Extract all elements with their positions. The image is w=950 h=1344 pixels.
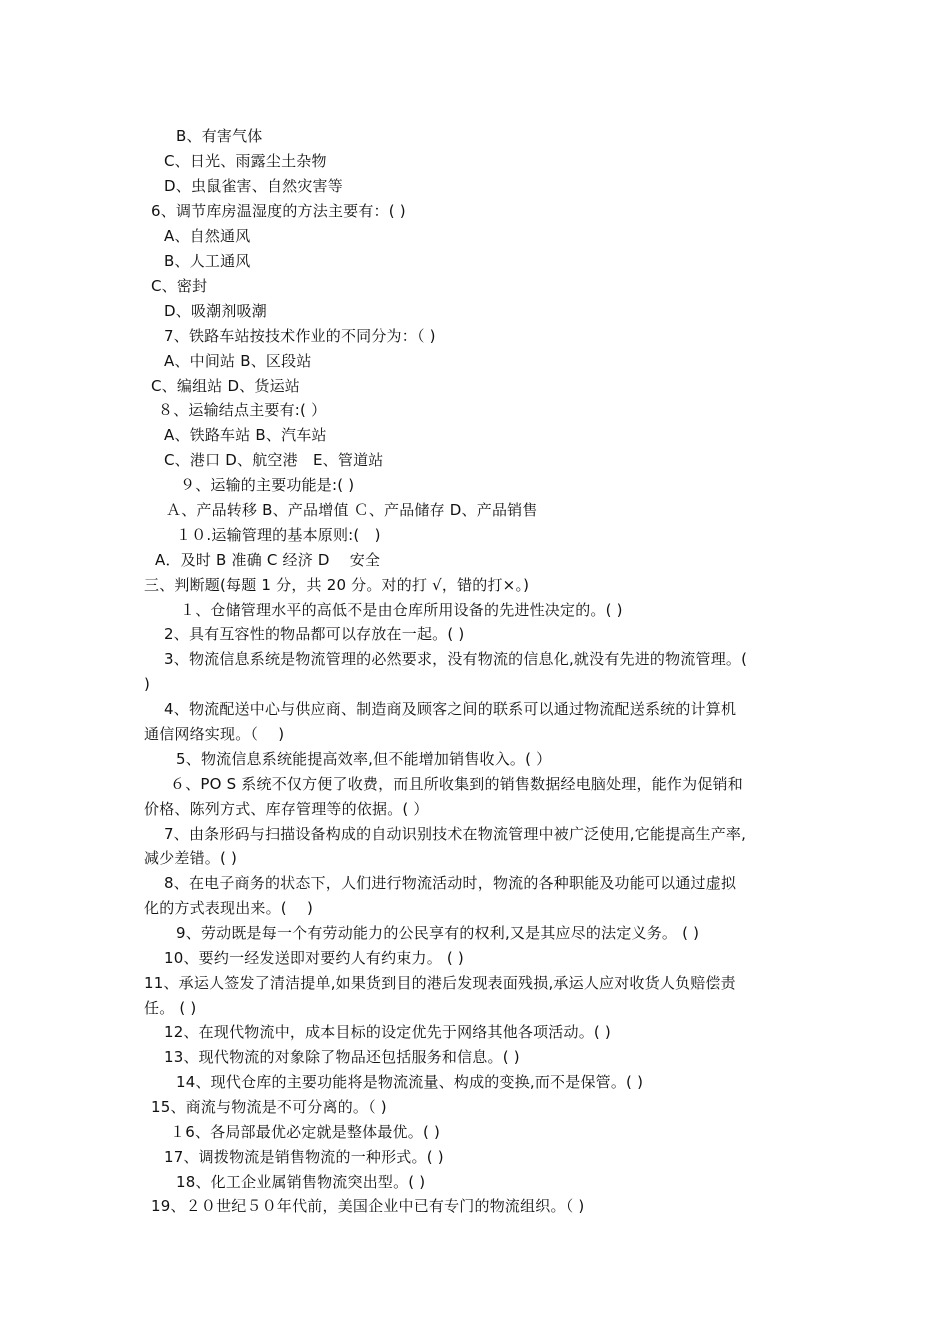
text-line: ８、运输结点主要有:( ）	[158, 401, 327, 419]
text-line: A、中间站 B、区段站	[164, 352, 312, 370]
text-line: 13、现代物流的对象除了物品还包括服务和信息。( )	[164, 1048, 520, 1066]
text-line: 4、物流配送中心与供应商、制造商及顾客之间的联系可以通过物流配送系统的计算机	[164, 700, 737, 718]
text-line: 9、劳动既是每一个有劳动能力的公民享有的权利,又是其应尽的法定义务。 ( )	[176, 924, 700, 942]
text-line: A、自然通风	[164, 227, 251, 245]
text-line: 8、在电子商务的状态下，人们进行物流活动时，物流的各种职能及功能可以通过虚拟	[164, 874, 737, 892]
text-line: C、密封	[151, 277, 208, 295]
text-line: 6、调节库房温湿度的方法主要有：( )	[151, 202, 406, 220]
section-heading: 三、判断题(每题 1 分，共 20 分。对的打 √，错的打×。)	[144, 576, 530, 594]
text-line: 18、化工企业属销售物流突出型。( )	[176, 1173, 426, 1191]
text-line: 价格、陈列方式、库存管理等的依据。( ）	[144, 800, 429, 818]
text-line: ９、运输的主要功能是:( )	[180, 476, 355, 494]
text-line: 2、具有互容性的物品都可以存放在一起。( )	[164, 625, 465, 643]
text-line: 10、要约一经发送即对要约人有约束力。 ( )	[164, 949, 464, 967]
text-line: A、铁路车站 B、汽车站	[164, 426, 327, 444]
text-line: Ａ、产品转移 B、产品增值 Ｃ、产品储存 D、产品销售	[166, 501, 538, 519]
text-line: D、虫鼠雀害、自然灾害等	[164, 177, 343, 195]
text-line: D、吸潮剂吸潮	[164, 302, 267, 320]
text-line: 14、现代仓库的主要功能将是物流流量、构成的变换,而不是保管。( )	[176, 1073, 644, 1091]
text-line: １０.运输管理的基本原则:( )	[176, 526, 381, 544]
text-line: １6、各局部最优必定就是整体最优。( )	[170, 1123, 441, 1141]
text-line: 减少差错。( )	[144, 849, 238, 867]
text-line: 化的方式表现出来。( )	[144, 899, 314, 917]
text-line: 任。 ( )	[144, 999, 197, 1017]
text-line: ６、PO S 系统不仅方便了收费，而且所收集到的销售数据经电脑处理，能作为促销和	[170, 775, 743, 793]
text-line: 11、承运人签发了清洁提单,如果货到目的港后发现表面残损,承运人应对收货人负赔偿责	[144, 974, 736, 992]
text-line: 7、由条形码与扫描设备构成的自动识别技术在物流管理中被广泛使用,它能提高生产率,	[164, 825, 747, 843]
text-line: 5、物流信息系统能提高效率,但不能增加销售收入。( ）	[176, 750, 552, 768]
text-line: 通信网络实现。（ )	[144, 725, 285, 743]
text-line: 19、２０世纪５０年代前，美国企业中已有专门的物流组织。（ )	[151, 1197, 585, 1215]
text-line: C、港口 D、航空港 E、管道站	[164, 451, 384, 469]
text-line: １、仓储管理水平的高低不是由仓库所用设备的先进性决定的。( )	[180, 601, 623, 619]
text-line: A．及时 B 准确 C 经济 D 安全	[155, 551, 381, 569]
text-line: 7、铁路车站按技术作业的不同分为：（ )	[164, 327, 436, 345]
text-line: 12、在现代物流中，成本目标的设定优先于网络其他各项活动。( )	[164, 1023, 611, 1041]
text-line: 17、调拨物流是销售物流的一种形式。( )	[164, 1148, 444, 1166]
text-line: B、有害气体	[176, 127, 263, 145]
text-line: 15、商流与物流是不可分离的。（ )	[151, 1098, 387, 1116]
text-line: )	[144, 675, 151, 693]
text-line: C、日光、雨露尘土杂物	[164, 152, 327, 170]
text-line: B、人工通风	[164, 252, 251, 270]
text-line: 3、物流信息系统是物流管理的必然要求，没有物流的信息化,就没有先进的物流管理。(	[164, 650, 748, 668]
text-line: C、编组站 D、货运站	[151, 377, 300, 395]
